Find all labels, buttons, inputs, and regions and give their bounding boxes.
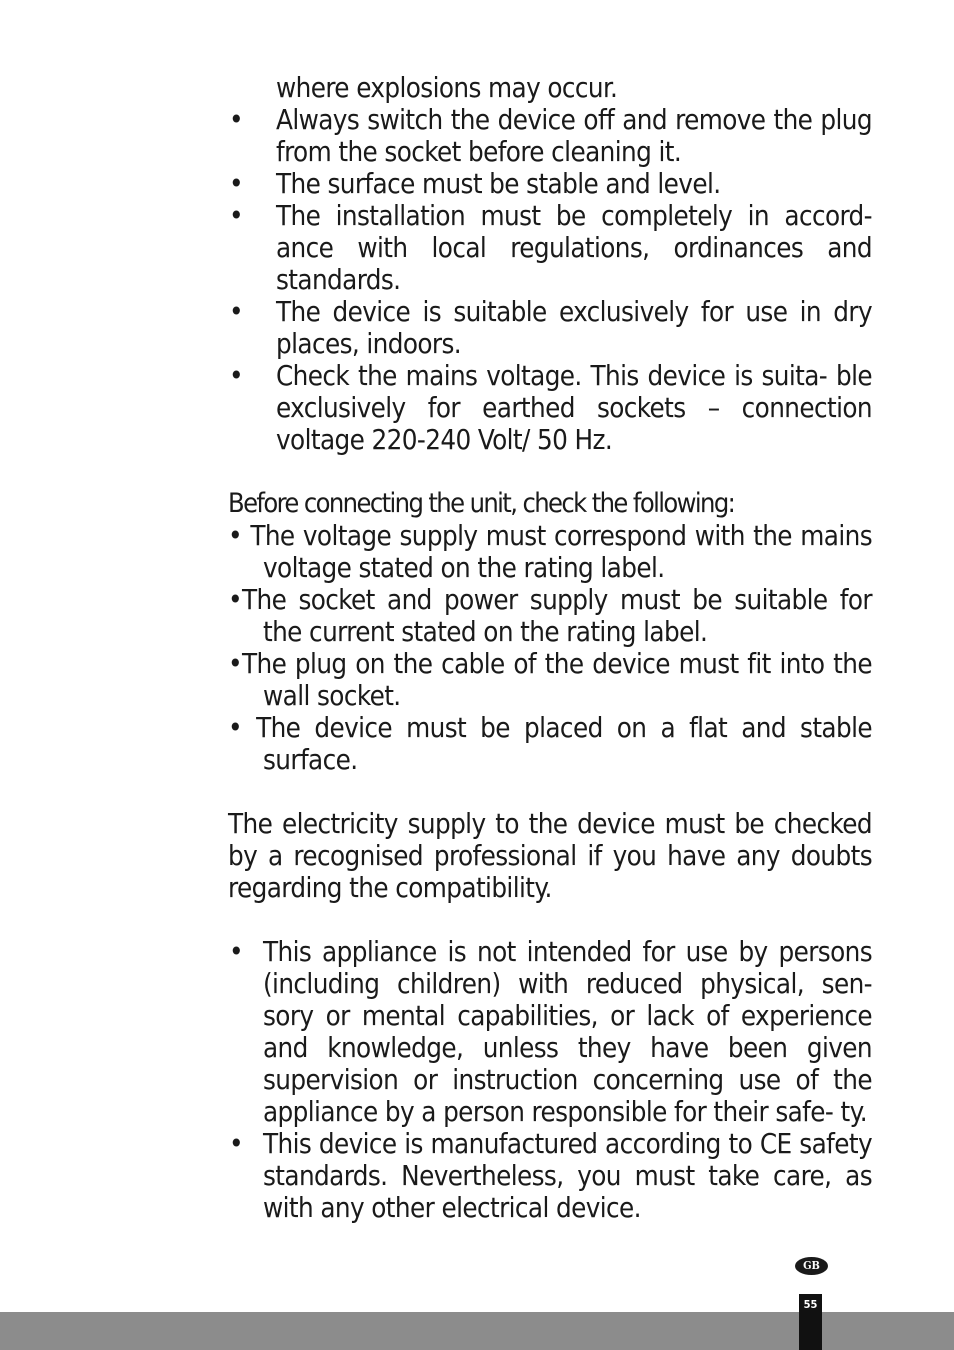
list-item: • The surface must be stable and level.: [229, 168, 721, 200]
electricity-paragraph: The electricity supply to the device must be checked by a recognised professional if you have any doubts regarding the compatibility.: [228, 808, 872, 904]
section-heading: Before connecting the unit, check the following:: [228, 488, 735, 519]
connection-checklist: [228, 520, 872, 776]
bullet-icon: •: [229, 296, 243, 328]
list-item: • The voltage supply must correspond with the mains voltage stated on the rating label.: [228, 520, 872, 584]
bullet-icon: •: [228, 648, 242, 680]
bullet-icon: •: [229, 936, 243, 968]
page-number: 55: [803, 1298, 818, 1311]
bullet-icon: •: [228, 520, 242, 552]
spacer: [228, 776, 872, 808]
bullet-icon: •: [228, 584, 242, 616]
spacer: [228, 904, 872, 936]
language-badge: GB: [795, 1257, 828, 1275]
list-item: •The plug on the cable of the device must fit into the wall socket.: [228, 648, 872, 712]
safety-list-2: [228, 936, 872, 1224]
page-number-tab: [799, 1294, 822, 1350]
list-item: •The socket and power supply must be suitable for the current stated on the rating label.: [228, 584, 872, 648]
bullet-icon: •: [228, 712, 242, 744]
page-content: [228, 72, 872, 1224]
list-item: • Always switch the device off and remove the plug from the socket before cleaning it.: [229, 104, 872, 168]
bullet-icon: •: [229, 168, 243, 200]
continuation-text: where explosions may occur.: [276, 72, 618, 104]
list-item: • The device must be placed on a flat and stable surface.: [228, 712, 872, 776]
safety-list-1: [228, 104, 872, 456]
list-item: • This device is manufactured according to CE safety standards. Nevertheless, you must take care, as with any other electrical device.: [229, 1128, 872, 1224]
bullet-icon: •: [229, 104, 243, 136]
list-item: • This appliance is not intended for use by persons (including children) with reduced physical, sen- sory or mental capabilities, or lack of experience and knowledge, unless they have been given supervision or instruction concerning use of the appliance by a person responsible for their safe- ty.: [229, 936, 872, 1128]
list-item: • The installation must be completely in accord- ance with local regulations, ordinances and standards.: [229, 200, 872, 296]
spacer: [228, 456, 872, 488]
bullet-icon: •: [229, 1128, 243, 1160]
list-item: • The device is suitable exclusively for use in dry places, indoors.: [229, 296, 872, 360]
list-item: • Check the mains voltage. This device is suita- ble exclusively for earthed sockets – connection voltage 220-240 Volt/ 50 Hz.: [229, 360, 872, 456]
bullet-icon: •: [229, 200, 243, 232]
bullet-icon: •: [229, 360, 243, 392]
